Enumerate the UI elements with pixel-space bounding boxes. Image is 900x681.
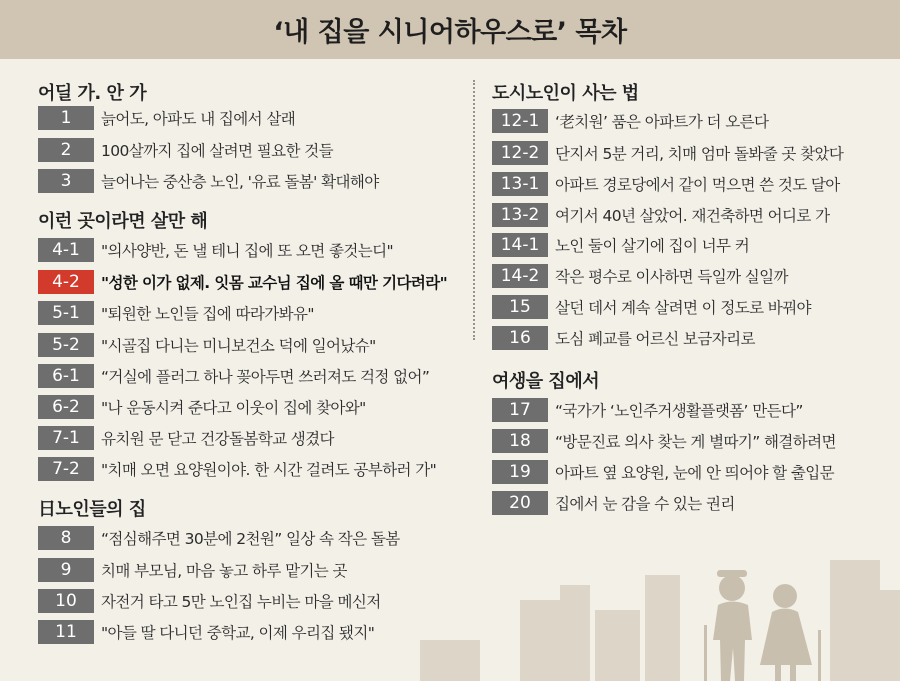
toc-item[interactable] — [492, 231, 749, 259]
item-title: “국가가 ‘노인주거생활플랫폼’ 만든다” — [555, 402, 803, 420]
item-title: 여기서 40년 살았어. 재건축하면 어디로 가 — [555, 207, 830, 225]
item-title: 100살까지 집에 살려면 필요한 것들 — [101, 142, 333, 160]
item-title: "치매 오면 요양원이야. 한 시간 걸려도 공부하러 가" — [101, 461, 437, 479]
item-title: 늙어도, 아파도 내 집에서 살래 — [101, 110, 296, 128]
item-number-badge: 7-2 — [38, 457, 94, 481]
item-number-badge: 5-2 — [38, 333, 94, 357]
item-number-badge: 1 — [38, 106, 94, 130]
item-title: "나 운동시켜 준다고 이웃이 집에 찾아와" — [101, 399, 366, 417]
item-title: ‘老치원’ 품은 아파트가 더 오른다 — [555, 113, 769, 131]
toc-item[interactable] — [492, 458, 834, 486]
item-number-badge: 15 — [492, 295, 548, 319]
item-number-badge: 4-1 — [38, 238, 94, 262]
item-title: 단지서 5분 거리, 치매 엄마 돌봐줄 곳 찾았다 — [555, 145, 844, 163]
item-number-badge: 12-2 — [492, 141, 548, 165]
toc-item[interactable] — [38, 524, 400, 552]
item-number-badge: 11 — [38, 620, 94, 644]
toc-item[interactable] — [38, 587, 381, 615]
item-number-badge: 7-1 — [38, 426, 94, 450]
item-title: 아파트 옆 요양원, 눈에 안 띄어야 할 출입문 — [555, 464, 834, 482]
toc-item[interactable] — [38, 167, 379, 195]
toc-item[interactable] — [38, 236, 393, 264]
toc-item[interactable] — [492, 293, 811, 321]
item-title-highlighted: "성한 이가 없제. 잇몸 교수님 집에 올 때만 기다려라" — [101, 274, 448, 292]
item-title: 늘어나는 중산층 노인, '유료 돌봄' 확대해야 — [101, 173, 379, 191]
item-title: 작은 평수로 이사하면 득일까 실일까 — [555, 268, 788, 286]
toc-item[interactable] — [38, 393, 366, 421]
item-title: "시골집 다니는 미니보건소 덕에 일어났슈" — [101, 337, 376, 355]
item-title: 치매 부모님, 마음 놓고 하루 맡기는 곳 — [101, 562, 347, 580]
item-number-badge: 5-1 — [38, 301, 94, 325]
item-title: 노인 둘이 살기에 집이 너무 커 — [555, 237, 750, 255]
item-number-badge-highlighted: 4-2 — [38, 270, 94, 294]
toc-item[interactable] — [492, 170, 840, 198]
section-title-4: 도시노인이 사는 법 — [492, 83, 639, 104]
toc-item[interactable] — [38, 424, 334, 452]
item-number-badge: 10 — [38, 589, 94, 613]
item-number-badge: 3 — [38, 169, 94, 193]
item-number-badge: 19 — [492, 460, 548, 484]
toc-item[interactable] — [492, 324, 755, 352]
item-number-badge: 2 — [38, 138, 94, 162]
item-number-badge: 12-1 — [492, 109, 548, 133]
column-divider — [473, 80, 475, 340]
item-number-badge: 13-2 — [492, 203, 548, 227]
item-number-badge: 6-2 — [38, 395, 94, 419]
item-title: “점심해주면 30분에 2천원” 일상 속 작은 돌봄 — [101, 530, 400, 548]
section-title-2: 이런 곳이라면 살만 해 — [38, 211, 208, 232]
item-number-badge: 8 — [38, 526, 94, 550]
toc-item[interactable] — [492, 427, 836, 455]
item-title: “거실에 플러그 하나 꽂아두면 쓰러져도 걱정 없어” — [101, 368, 430, 386]
toc-item[interactable] — [38, 618, 374, 646]
toc-item[interactable] — [492, 489, 735, 517]
toc-item[interactable] — [492, 201, 829, 229]
section-title-3: 日노인들의 집 — [38, 499, 146, 520]
item-number-badge: 14-1 — [492, 233, 548, 257]
item-title: "퇴원한 노인들 집에 따라가봐유" — [101, 305, 314, 323]
item-title: “방문진료 의사 찾는 게 별따기” 해결하려면 — [555, 433, 836, 451]
item-title: 아파트 경로당에서 같이 먹으면 쓴 것도 달아 — [555, 176, 840, 194]
toc-item[interactable] — [38, 331, 376, 359]
section-title-5: 여생을 집에서 — [492, 371, 600, 392]
section-title-1: 어딜 가. 안 가 — [38, 83, 147, 104]
toc-item[interactable] — [38, 104, 295, 132]
item-number-badge: 16 — [492, 326, 548, 350]
toc-item[interactable] — [38, 299, 314, 327]
item-number-badge: 20 — [492, 491, 548, 515]
item-number-badge: 14-2 — [492, 264, 548, 288]
toc-item[interactable] — [492, 396, 803, 424]
item-title: "의사양반, 돈 낼 테니 집에 또 오면 좋것는디" — [101, 242, 394, 260]
toc-item[interactable] — [38, 556, 347, 584]
item-number-badge: 9 — [38, 558, 94, 582]
toc-item-highlighted[interactable] — [38, 268, 447, 296]
item-title: "아들 딸 다니던 중학교, 이제 우리집 됐지" — [101, 624, 375, 642]
item-number-badge: 13-1 — [492, 172, 548, 196]
toc-item[interactable] — [38, 455, 436, 483]
toc-item[interactable] — [492, 107, 768, 135]
item-number-badge: 17 — [492, 398, 548, 422]
item-title: 살던 데서 계속 살려면 이 정도로 바꿔야 — [555, 299, 811, 317]
item-title: 집에서 눈 감을 수 있는 권리 — [555, 495, 735, 513]
item-number-badge: 6-1 — [38, 364, 94, 388]
item-title: 자전거 타고 5만 노인집 누비는 마을 메신저 — [101, 593, 381, 611]
toc-item[interactable] — [492, 262, 788, 290]
item-title: 유치원 문 닫고 건강돌봄학교 생겼다 — [101, 430, 334, 448]
title-banner — [0, 0, 900, 59]
toc-item[interactable] — [38, 362, 429, 390]
item-number-badge: 18 — [492, 429, 548, 453]
toc-item[interactable] — [38, 136, 333, 164]
page-title: ‘내 집을 시니어하우스로’ 목차 — [273, 17, 627, 48]
item-title: 도심 폐교를 어르신 보금자리로 — [555, 330, 755, 348]
toc-item[interactable] — [492, 139, 843, 167]
